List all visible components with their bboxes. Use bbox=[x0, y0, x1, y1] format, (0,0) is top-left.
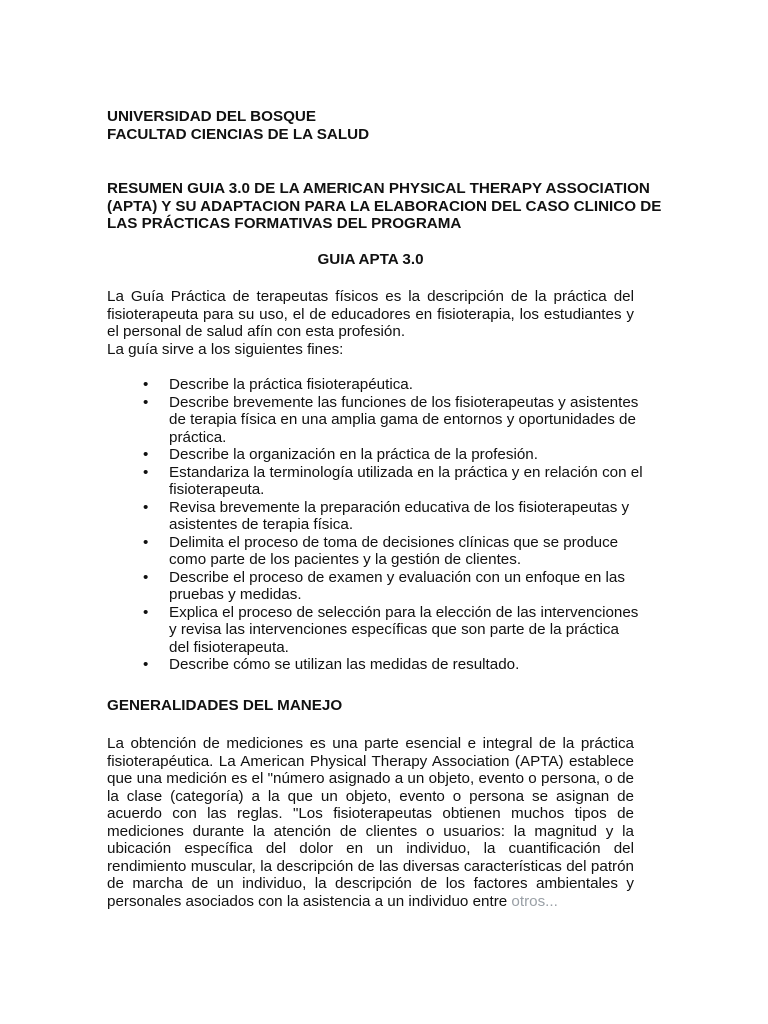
list-item bbox=[143, 446, 643, 464]
list-item bbox=[143, 656, 643, 674]
list-item-text: Delimita el proceso de toma de decisiones clínicas que se produce como parte de los pacientes y la gestión de clientes. bbox=[169, 533, 619, 568]
title-line-1: RESUMEN GUIA 3.0 DE LA AMERICAN PHYSICAL THERAPY ASSOCIATION bbox=[107, 180, 650, 197]
list-item bbox=[143, 376, 643, 394]
intro-lead: La guía sirve a los siguientes fines: bbox=[107, 340, 344, 358]
list-item bbox=[143, 569, 643, 604]
list-item bbox=[143, 394, 643, 447]
list-item-text: Revisa brevemente la preparación educativa de los fisioterapeutas y asistentes de terapia física. bbox=[169, 498, 630, 533]
truncated-text: otros... bbox=[511, 892, 558, 910]
list-item-text: Estandariza la terminología utilizada en la práctica y en relación con el fisioterapeuta. bbox=[169, 463, 643, 498]
bullet-icon: • bbox=[143, 376, 149, 393]
document-title bbox=[107, 180, 662, 233]
bullet-icon: • bbox=[143, 533, 149, 551]
list-item-text: Describe cómo se utilizan las medidas de resultado. bbox=[169, 656, 520, 673]
bullet-icon: • bbox=[143, 568, 149, 586]
list-item bbox=[143, 499, 643, 534]
institution-header bbox=[107, 108, 634, 143]
bullet-icon: • bbox=[143, 463, 149, 481]
list-item-text: Describe brevemente las funciones de los fisioterapeutas y asistentes de terapia física en una amplia gama de entornos y oportunidades de práctica. bbox=[169, 393, 639, 446]
bullet-icon: • bbox=[143, 446, 149, 463]
list-item bbox=[143, 604, 643, 657]
university-name: UNIVERSIDAD DEL BOSQUE bbox=[107, 108, 316, 125]
title-line-3: LAS PRÁCTICAS FORMATIVAS DEL PROGRAMA bbox=[107, 215, 462, 232]
faculty-name: FACULTAD CIENCIAS DE LA SALUD bbox=[107, 125, 370, 143]
list-item-text: Describe la organización en la práctica de la profesión. bbox=[169, 446, 538, 463]
bullet-icon: • bbox=[143, 656, 149, 673]
bullet-icon: • bbox=[143, 498, 149, 516]
intro-section bbox=[107, 288, 634, 358]
bullet-icon: • bbox=[143, 603, 149, 621]
body-text: La obtención de mediciones es una parte esencial e integral de la práctica fisioterapéutica. La American Physical Therapy Association (APTA) establece que una medición es el "número asignado a un objeto, evento o persona, o de la clase (categoría) a la que un objeto, evento o persona se asignan de acuerdo con las reglas. "Los fisioterapeutas obtienen muchos tipos de mediciones durante la atención de clientes o usuarios: la magnitud y la ubicación específica del dolor en un individuo, la cuantificación del rendimiento muscular, la descripción de las diversas características del patrón de marcha de un individuo, la descripción de los factores ambientales y personales asociados con la asistencia a un individuo entre bbox=[107, 735, 634, 910]
section-heading: GENERALIDADES DEL MANEJO bbox=[107, 697, 343, 714]
intro-paragraph: La Guía Práctica de terapeutas físicos es la descripción de la práctica del fisioterapeuta para su uso, el de educadores en fisioterapia, los estudiantes y el personal de salud afín con esta profesión. bbox=[107, 288, 634, 340]
purpose-list bbox=[143, 376, 643, 674]
guide-heading: GUIA APTA 3.0 bbox=[317, 251, 424, 268]
title-line-2: (APTA) Y SU ADAPTACION PARA LA ELABORACION DEL CASO CLINICO DE bbox=[107, 197, 662, 215]
bullet-icon: • bbox=[143, 393, 149, 411]
list-item bbox=[143, 534, 643, 569]
list-item-text: Explica el proceso de selección para la elección de las intervenciones y revisa las intervenciones específicas que son parte de la práctica del fisioterapeuta. bbox=[169, 603, 639, 656]
list-item-text: Describe la práctica fisioterapéutica. bbox=[169, 376, 413, 393]
list-item-text: Describe el proceso de examen y evaluación con un enfoque en las pruebas y medidas. bbox=[169, 568, 625, 603]
list-item bbox=[143, 464, 643, 499]
body-paragraph bbox=[107, 735, 634, 910]
